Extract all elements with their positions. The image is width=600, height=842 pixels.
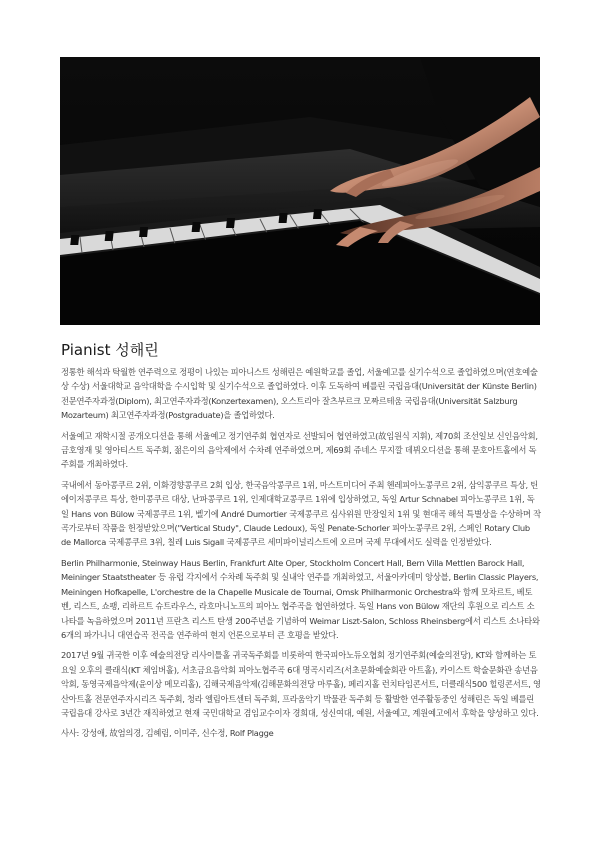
biography-paragraph: 서울예고 재학시절 공개오디션을 통해 서울예고 정기연주회 협연자로 선발되어 협연하였고(故임원식 지휘), 제70회 조선일보 신인음악회, 금호영재 및 영아티스트 독주회, 젊은이의 음악제에서 수차례 연주하였으며, 제69회 쥬네스 무지깔 데뷔오디션을 통해 문호아트홀에서 독주회를 개최하였다. [61, 430, 538, 470]
biography-paragraph: 정통한 해석과 탁월한 연주력으로 정평이 나있는 피아니스트 성해린은 예원학교를 졸업, 서울예고를 실기수석으로 졸업하였으며(연호예술상 수상) 서울대학교 음악대학을 수시입학 및 실기수석으로 졸업하였다. 이후 도독하여 베를린 국립음대(Universität der Künste Berlin) 전문연주자과정(Diplom), 최고연주자과정(Konzertexamen), 오스트리아 잘츠부르크 모짜르테움 국립음대(Universität Salzburg Mozarteum) 최고연주자과정(Postgraduate)을 졸업하였다. [61, 367, 538, 421]
page-title: Pianist 성해린 [61, 341, 159, 359]
teachers-credits: 사사: 강성애, 故엄의경, 김혜림, 이미주, 신수정, Rolf Plagge [61, 728, 274, 739]
biography-paragraph: 2017년 9월 귀국한 이후 예술의전당 리사이틀홀 귀국독주회를 비롯하여 한국피아노듀오협회 정기연주회(예술의전당), KT와 함께하는 토요일 오후의 클래식(KT 체임버홀), 서초금요음악회 피아노협주곡 6대 명곡시리즈(서초문화예술회관 아트홀), 카이스트 학술문화관 송년음악회, 동영국제음악제(윤이상 메모리홀), 김해국제음악제(김해문화의전당 마루홀), 페리지홀 런치타임콘서트, 더클래식500 힐링콘서트, 영산아트홀 전문연주자시리즈 독주회, 청라 엘림아트센터 독주회, 프라움악기 박물관 독주회 등 활발한 연주활동중인 성해린은 독일 베를린 국립음대 강사로 3년간 재직하였고 현재 국민대학교 겸임교수이자 경희대, 성신여대, 예원, 서울예고, 계원예고에서 후학을 양성하고 있다. [61, 650, 541, 718]
pianist-photo [60, 57, 540, 325]
biography-text [61, 365, 541, 747]
biography-paragraph: 국내에서 동아콩쿠르 2위, 이화경향콩쿠르 2회 입상, 한국음악콩쿠르 1위, 마스트미디어 주최 헨레피아노콩쿠르 2위, 삼익콩쿠르 특상, 틴에이저콩쿠르 특상, 한미콩쿠르 대상, 난파콩쿠르 1위, 인제대학교콩쿠르 1위에 입상하였고, 독일 Artur Schnabel 피아노콩쿠르 1위, 독일 Hans von Bülow 국제콩쿠르 1위, 벨기에 André Dumortier 국제콩쿠르 심사위원 만장일치 1위 및 현대곡 해석 특별상을 수상하며 작곡가로부터 작품을 헌정받았으며("Vertical Study", Claude Ledoux), 독일 Penate-Schorler 피아노콩쿠르 2위, 스페인 Rotary Club de Mallorca 국제콩쿠르 3위, 칠레 Luis Sigall 국제콩쿠르 세미파이널리스트에 오르며 국제 무대에서도 실력을 인정받았다. [61, 479, 541, 548]
biography-paragraph: Berlin Philharmonie, Steinway Haus Berlin, Frankfurt Alte Oper, Stockholm Concert Hall, Bern Villa Mettlen Barock Hall, Meininger Staatstheater 등 유럽 각지에서 수차례 독주회 및 실내악 연주를 개최하였고, 서울아카데미 앙상블, Berlin Classic Players, Meiningen Hofkapelle, L'orchestre de la Chapelle Musicale de Tournai, Omsk Philharmonic Orchestra와 함께 모차르트, 베토벤, 리스트, 쇼팽, 리하르트 슈트라우스, 라흐마니노프의 피아노 협주곡을 협연하였다. 독일 Hans von Bülow 재단의 후원으로 리스트 소나타를 녹음하였으며 2011년 프란츠 리스트 탄생 200주년을 기념하여 Weimar Liszt-Salon, Schloss Rheinsberg에서 리스트 소나타와 6개의 파가니니 대연습곡 전곡을 연주하여 현지 언론으로부터 큰 호평을 받았다. [61, 557, 540, 640]
